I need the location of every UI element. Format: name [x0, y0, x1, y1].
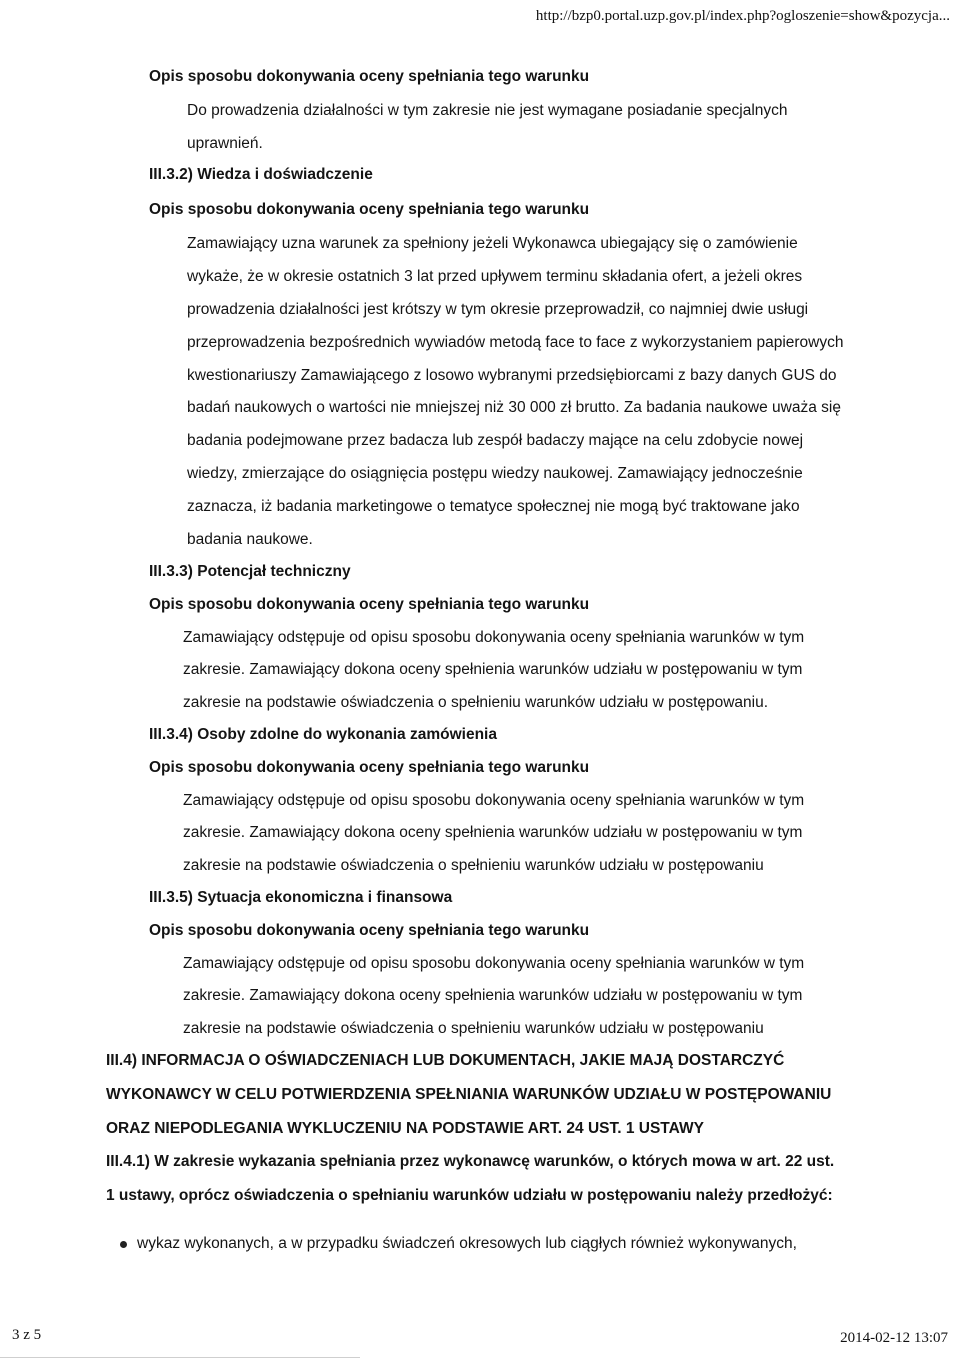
body-line: uprawnień. [187, 135, 263, 152]
body-line: zakresie na podstawie oświadczenia o spełnieniu warunków udziału w postępowaniu. [183, 694, 769, 711]
bullet-icon [120, 1241, 127, 1248]
section-heading: Opis sposobu dokonywania oceny spełniania tego warunku [149, 68, 590, 85]
page-number: 3 z 5 [12, 1327, 42, 1343]
body-line: Do prowadzenia działalności w tym zakresie nie jest wymagane posiadanie specjalnych [187, 102, 788, 119]
body-line: zakresie na podstawie oświadczenia o spełnieniu warunków udziału w postępowaniu [183, 1020, 764, 1037]
section-heading: Opis sposobu dokonywania oceny spełniania tego warunku [149, 759, 590, 776]
section-title: III.3.3) Potencjał techniczny [149, 563, 351, 580]
body-line: badania podejmowane przez badacza lub zespół badaczy mające na celu zdobycie nowej [187, 432, 804, 449]
body-line: badań naukowych o wartości nie mniejszej niż 30 000 zł brutto. Za badania naukowe uważa się [187, 399, 841, 416]
body-line: wiedzy, zmierzające do osiągnięcia postępu wiedzy naukowej. Zamawiający jednocześnie [187, 465, 803, 482]
section-title: III.4) INFORMACJA O OŚWIADCZENIACH LUB DOKUMENTACH, JAKIE MAJĄ DOSTARCZYĆ [106, 1052, 785, 1069]
section-heading: Opis sposobu dokonywania oceny spełniania tego warunku [149, 922, 590, 939]
section-heading: III.4.1) W zakresie wykazania spełniania przez wykonawcę warunków, o których mowa w art. 22 ust. [106, 1153, 835, 1170]
body-line: Zamawiający uzna warunek za spełniony jeżeli Wykonawca ubiegający się o zamówienie [187, 235, 798, 252]
body-line: zaznacza, iż badania marketingowe o tematyce społecznej nie mogą być traktowane jako [187, 498, 800, 515]
section-heading: Opis sposobu dokonywania oceny spełniania tego warunku [149, 596, 590, 613]
body-line: przeprowadzenia bezpośrednich wywiadów metodą face to face z wykorzystaniem papierowych [187, 334, 844, 351]
body-line: zakresie. Zamawiający dokona oceny spełnienia warunków udziału w postępowaniu w tym [183, 987, 803, 1004]
body-line: wykaże, że w okresie ostatnich 3 lat przed upływem terminu składania ofert, a jeżeli okres [187, 268, 803, 285]
body-line: Zamawiający odstępuje od opisu sposobu dokonywania oceny spełniania warunków w tym [183, 792, 805, 809]
section-title: ORAZ NIEPODLEGANIA WYKLUCZENIU NA PODSTAWIE ART. 24 UST. 1 USTAWY [106, 1120, 704, 1137]
body-line: Zamawiający odstępuje od opisu sposobu dokonywania oceny spełniania warunków w tym [183, 629, 805, 646]
section-heading: 1 ustawy, oprócz oświadczenia o spełnianiu warunków udziału w postępowaniu należy przedłożyć: [106, 1187, 833, 1204]
body-line: kwestionariuszy Zamawiającego z losowo wybranymi przedsiębiorcami z bazy danych GUS do [187, 367, 837, 384]
page-url: http://bzp0.portal.uzp.gov.pl/index.php?ogloszenie=show&pozycja... [535, 8, 950, 24]
section-title: III.3.4) Osoby zdolne do wykonania zamówienia [149, 726, 497, 743]
body-line: prowadzenia działalności jest krótszy w tym okresie przeprowadził, co najmniej dwie usługi [187, 301, 809, 318]
section-heading: Opis sposobu dokonywania oceny spełniania tego warunku [149, 201, 590, 218]
body-line: zakresie. Zamawiający dokona oceny spełnienia warunków udziału w postępowaniu w tym [183, 824, 803, 841]
body-line: Zamawiający odstępuje od opisu sposobu dokonywania oceny spełniania warunków w tym [183, 955, 805, 972]
body-line: zakresie. Zamawiający dokona oceny spełnienia warunków udziału w postępowaniu w tym [183, 661, 803, 678]
print-timestamp: 2014-02-12 13:07 [840, 1330, 948, 1346]
body-line: badania naukowe. [187, 531, 313, 548]
section-title: III.3.5) Sytuacja ekonomiczna i finansowa [149, 889, 453, 906]
list-item: wykaz wykonanych, a w przypadku świadczeń okresowych lub ciągłych również wykonywanych, [137, 1235, 797, 1252]
section-title: WYKONAWCY W CELU POTWIERDZENIA SPEŁNIANIA WARUNKÓW UDZIAŁU W POSTĘPOWANIU [106, 1086, 832, 1103]
scan-divider [0, 1357, 360, 1358]
section-title: III.3.2) Wiedza i doświadczenie [149, 166, 373, 183]
body-line: zakresie na podstawie oświadczenia o spełnieniu warunków udziału w postępowaniu [183, 857, 764, 874]
